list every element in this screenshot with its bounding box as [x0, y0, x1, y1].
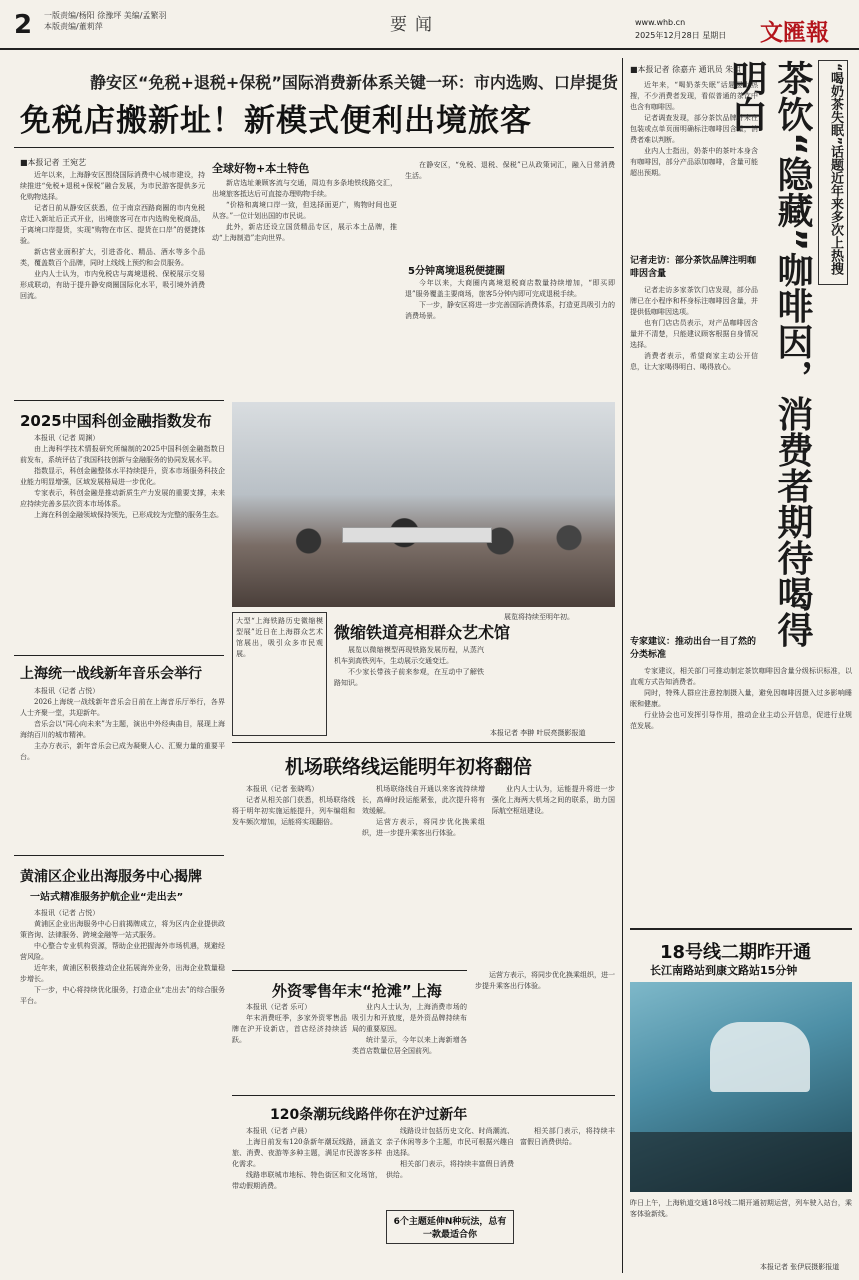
- paragraph: “价格和离境口岸一致，但选择面更广，购物时间也更从容。”一位计划出国的市民说。: [212, 201, 397, 220]
- platform-crowd: [630, 1132, 852, 1192]
- divider: [14, 147, 614, 148]
- rail-body-a: [334, 645, 484, 735]
- tea-subhead-1: 记者走访：部分茶饮品牌注明咖啡因含量: [630, 256, 757, 279]
- lead-subhead-1: 全球好物+本土特色: [212, 162, 310, 175]
- paragraph: 下一步，静安区将进一步完善国际消费体系，打造更具吸引力的消费场景。: [405, 301, 615, 320]
- model-train: [342, 527, 492, 543]
- page-number: 2: [14, 10, 33, 40]
- lead-headline: 免税店搬新址！新模式便利出境旅客: [20, 103, 532, 139]
- divider: [14, 655, 224, 656]
- train-front: [710, 1022, 810, 1092]
- paragraph: 由上海科学技术情报研究所编制的2025中国科创金融指数日前发布，系统评估了我国科技创新与金融服务的协同发展水平。: [20, 445, 225, 464]
- fin-body: [20, 433, 225, 648]
- paragraph: 展览以微缩模型再现铁路发展历程，从蒸汽机车到高铁列车，生动展示交通变迁。: [334, 646, 484, 665]
- paragraph: 在静安区，“免税、退税、保税”已从政策词汇，融入日常消费生活。: [405, 161, 615, 180]
- paragraph: 展览将持续至明年初。: [504, 613, 574, 621]
- tea-headline: 茶饮“隐藏”咖啡因，消费者期待喝得明白: [726, 60, 813, 648]
- paragraph: 记者调查发现，部分茶饮品牌并未在包装或点单页面明确标注咖啡因含量，消费者难以判断。: [630, 114, 758, 144]
- lead-body-col1: [20, 170, 205, 390]
- paragraph: 相关部门表示，将持续丰富假日消费供给。: [386, 1160, 514, 1179]
- divider: [14, 400, 224, 401]
- fashion-title: 120条潮玩线路伴你在沪过新年: [270, 1107, 468, 1123]
- site-url: www.whb.cn: [635, 18, 686, 27]
- paragraph: 黄浦区企业出海服务中心日前揭牌成立，将为区内企业提供政策咨询、法律服务、跨境金融等一站式服务。: [20, 920, 225, 939]
- divider: [232, 1095, 615, 1096]
- tea-body-col2: [630, 285, 758, 630]
- paragraph: 统计显示，今年以来上海新增各类首店数量位居全国前列。: [352, 1036, 467, 1055]
- paragraph: 也有门店店员表示，对产品咖啡因含量并不清楚，只能建议顾客根据自身情况选择。: [630, 319, 758, 349]
- paragraph: 运营方表示，将同步优化换乘组织，进一步提升乘客出行体验。: [362, 818, 485, 837]
- paragraph: 本报讯（记者 张晓鸣）: [246, 785, 319, 793]
- paragraph: 上海日前发布120条新年潮玩线路，涵盖文旅、消费、夜游等多种主题，满足市民游客多样化需求。: [232, 1138, 382, 1168]
- tea-subhead-2: 专家建议：推动出台一目了然的分类标准: [630, 637, 757, 660]
- tea-byline: ■本报记者 徐嘉卉 通讯员 朱姐: [630, 65, 742, 74]
- rail-caption: 大型“上海铁路历史微缩模型展”近日在上海群众艺术馆展出，吸引众多市民观展。: [232, 612, 327, 736]
- paragraph: 指数显示，科创金融整体水平持续提升，资本市场服务科技企业能力明显增强，区域发展格局进一步优化。: [20, 467, 225, 486]
- paragraph: 中心整合专业机构资源，帮助企业把握海外市场机遇，规避经营风险。: [20, 942, 225, 961]
- paragraph: 专家表示，科创金融是推动新质生产力发展的重要支撑，未来应持续完善多层次资本市场体系。: [20, 489, 225, 508]
- paragraph: 不少家长带孩子前来参观，在互动中了解铁路知识。: [334, 668, 484, 687]
- paragraph: 记者日前从静安区获悉，位于南京西路商圈的市内免税店迁入新址后正式开业，出境旅客可在市内选购免税商品，于离境口岸提货，实现“购物在市区、提货在口岸”的便捷体验。: [20, 204, 205, 245]
- foreign-body-col1: [232, 1002, 347, 1090]
- paragraph: 2026上海统一战线新年音乐会日前在上海音乐厅举行，各界人士齐聚一堂，共迎新年。: [20, 698, 225, 717]
- airport-continued: [475, 970, 615, 1092]
- divider: [232, 970, 467, 971]
- huangpu-title: 黄浦区企业出海服务中心揭牌: [20, 869, 202, 885]
- editor-line: 一版责编/杨阳 徐豫坪 美编/孟繁羽: [44, 11, 167, 20]
- paragraph: 行业协会也可发挥引导作用，推动企业主动公开信息，促进行业规范发展。: [630, 711, 852, 730]
- tea-body-col1: [630, 80, 758, 250]
- rail-title: 微缩铁道亮相群众艺术馆: [334, 623, 511, 642]
- paragraph: 本报讯（记者 乐可）: [246, 1003, 312, 1011]
- paragraph: 本报讯（记者 周渊）: [34, 434, 100, 442]
- concert-title: 上海统一战线新年音乐会举行: [20, 666, 202, 682]
- paragraph: 专家建议，相关部门可推动制定茶饮咖啡因含量分级标识标准，以直观方式告知消费者。: [630, 667, 852, 686]
- paragraph: 业内人士认为，市内免税店与离境退税、保税展示交易形成联动，有助于提升静安商圈国际化水平，吸引境外消费回流。: [20, 270, 205, 300]
- lead-body-col3b: [405, 278, 615, 390]
- paragraph: 今年以来，大商圈内离境退税商店数量持续增加，“即买即退”服务覆盖主要商场，旅客5分钟内即可完成退税手续。: [405, 279, 615, 298]
- newspaper-logo: 文匯報: [760, 19, 829, 46]
- paragraph: 消费者表示，希望商家主动公开信息，让大家喝得明白、喝得放心。: [630, 352, 758, 371]
- huangpu-subtitle: 一站式精准服务护航企业“走出去”: [30, 892, 184, 903]
- paragraph: 本报讯（记者 卢晨）: [246, 1127, 312, 1135]
- paragraph: 上海在科创金融领域保持领先，已形成较为完整的服务生态。: [34, 511, 223, 519]
- metro-title: 18号线二期昨开通: [660, 942, 812, 963]
- paragraph: 线路串联城市地标、特色街区和文化场馆，带动假期消费。: [232, 1171, 382, 1190]
- foreign-title: 外资零售年末“抢滩”上海: [272, 982, 442, 1000]
- paragraph: 新店营业面积扩大，引进香化、精品、酒水等多个品类，覆盖数百个品牌，同时上线线上预约和会员服务。: [20, 248, 205, 267]
- column-rule: [622, 58, 623, 1273]
- rail-photo: [232, 402, 615, 607]
- paragraph: 机场联络线自开通以来客流持续增长，高峰时段运能紧张，此次提升将有效缓解。: [362, 785, 485, 815]
- paragraph: 年末消费旺季，多家外资零售品牌在沪开设新店，首店经济持续活跃。: [232, 1014, 347, 1044]
- fashion-body-col1: [232, 1126, 382, 1276]
- huangpu-body: [20, 908, 225, 1273]
- paragraph: 近年来，“喝奶茶失眠”话题屡上热搜，不少消费者发现，看似普通的茶饮中也含有咖啡因。: [630, 81, 758, 111]
- airport-title: 机场联络线运能明年初将翻倍: [285, 756, 533, 778]
- paragraph: 近年来，黄浦区积极推动企业拓展海外业务，出海企业数量稳步增长。: [20, 964, 225, 983]
- paragraph: 近年以来，上海静安区围绕国际消费中心城市建设，持续推进“免税+退税+保税”融合发展，为市民游客提供多元化购物选择。: [20, 171, 205, 201]
- paragraph: 线路设计包括历史文化、时尚潮流、亲子休闲等多个主题，市民可根据兴趣自由选择。: [386, 1127, 514, 1157]
- lead-subhead-2: 5分钟离境退税便捷圈: [408, 266, 505, 277]
- paragraph: 主办方表示，新年音乐会已成为凝聚人心、汇聚力量的重要平台。: [20, 742, 225, 761]
- paragraph: 记者从相关部门获悉，机场联络线将于明年初实施运能提升，列车编组和发车频次增加，运能将实现翻倍。: [232, 796, 355, 826]
- crowd-figures: [232, 442, 615, 607]
- paragraph: 音乐会以“同心向未来”为主题，演出中外经典曲目，展现上海海纳百川的城市精神。: [20, 720, 225, 739]
- fin-title: 2025中国科创金融指数发布: [20, 412, 212, 430]
- paragraph: 新店选址兼顾客流与交通，周边有多条地铁线路交汇，出境旅客抵达后可直接办理购物手续。: [212, 179, 397, 198]
- airport-body-col3: [492, 784, 615, 964]
- metro-subtitle: 长江南路站到康文路站15分钟: [650, 964, 798, 977]
- divider: [630, 928, 852, 930]
- paragraph: 相关部门表示，将持续丰富假日消费供给。: [520, 1127, 615, 1146]
- lead-body-col3a: [405, 160, 615, 256]
- fashion-body-col3: [520, 1126, 615, 1276]
- section-name: 要闻: [390, 15, 440, 35]
- divider: [232, 742, 615, 743]
- paragraph: 本报讯（记者 占悦）: [34, 687, 100, 695]
- tea-vertical-kicker: “喝奶茶失眠”话题近年来多次上热搜: [818, 60, 848, 285]
- paragraph: 运营方表示，将同步优化换乘组织，进一步提升乘客出行体验。: [475, 971, 615, 990]
- metro-photo: [630, 982, 852, 1192]
- lead-kicker: 静安区“免税+退税+保税”国际消费新体系关键一环：市内选购、口岸提货: [90, 73, 618, 92]
- paragraph: 业内人士认为，运能提升将进一步强化上海两大机场之间的联系，助力国际航空枢纽建设。: [492, 785, 615, 815]
- metro-credit: 本报记者 张伊辰摄影报道: [760, 1263, 840, 1271]
- airport-body-col2: [362, 784, 485, 964]
- lead-byline: ■本报记者 王宛艺: [20, 158, 87, 167]
- lead-body-col2: [212, 178, 397, 390]
- divider: [14, 855, 224, 856]
- paragraph: 此外，新店还设立国货精品专区，展示本土品牌，推动“上海制造”走向世界。: [212, 223, 397, 242]
- airport-body-col1: [232, 784, 355, 964]
- fashion-body-col2: [386, 1126, 514, 1206]
- fashion-subhead: 6个主题延伸N种玩法，总有一款最适合你: [386, 1210, 514, 1244]
- rail-body-b: [490, 612, 615, 727]
- paragraph: 同时，特殊人群应注意控制摄入量，避免因咖啡因摄入过多影响睡眠和健康。: [630, 689, 852, 708]
- concert-body: [20, 686, 225, 848]
- paragraph: 记者走访多家茶饮门店发现，部分品牌已在小程序和杯身标注咖啡因含量，并提供低咖啡因选项。: [630, 286, 758, 316]
- issue-date: 2025年12月28日 星期日: [635, 31, 727, 40]
- paragraph: 业内人士指出，奶茶中的茶叶本身含有咖啡因，部分产品添加咖啡，含量可能超出预期。: [630, 147, 758, 177]
- editor-credits: [44, 10, 166, 32]
- paragraph: 业内人士认为，上海消费市场的吸引力和开放度，是外资品牌持续布局的重要原因。: [352, 1003, 467, 1033]
- foreign-body-col2: [352, 1002, 467, 1090]
- rail-credit: 本报记者 李翀 叶辰亮摄影报道: [490, 729, 586, 737]
- metro-caption: 昨日上午，上海轨道交通18号线二期开通初期运营，列车驶入站台，乘客体验新线。: [630, 1199, 852, 1218]
- tea-body-col3: [630, 666, 852, 916]
- paragraph: 本报讯（记者 占悦）: [34, 909, 100, 917]
- paragraph: 下一步，中心将持续优化服务，打造企业“走出去”的综合服务平台。: [20, 986, 225, 1005]
- editor-line: 本版责编/董莉萍: [44, 22, 103, 31]
